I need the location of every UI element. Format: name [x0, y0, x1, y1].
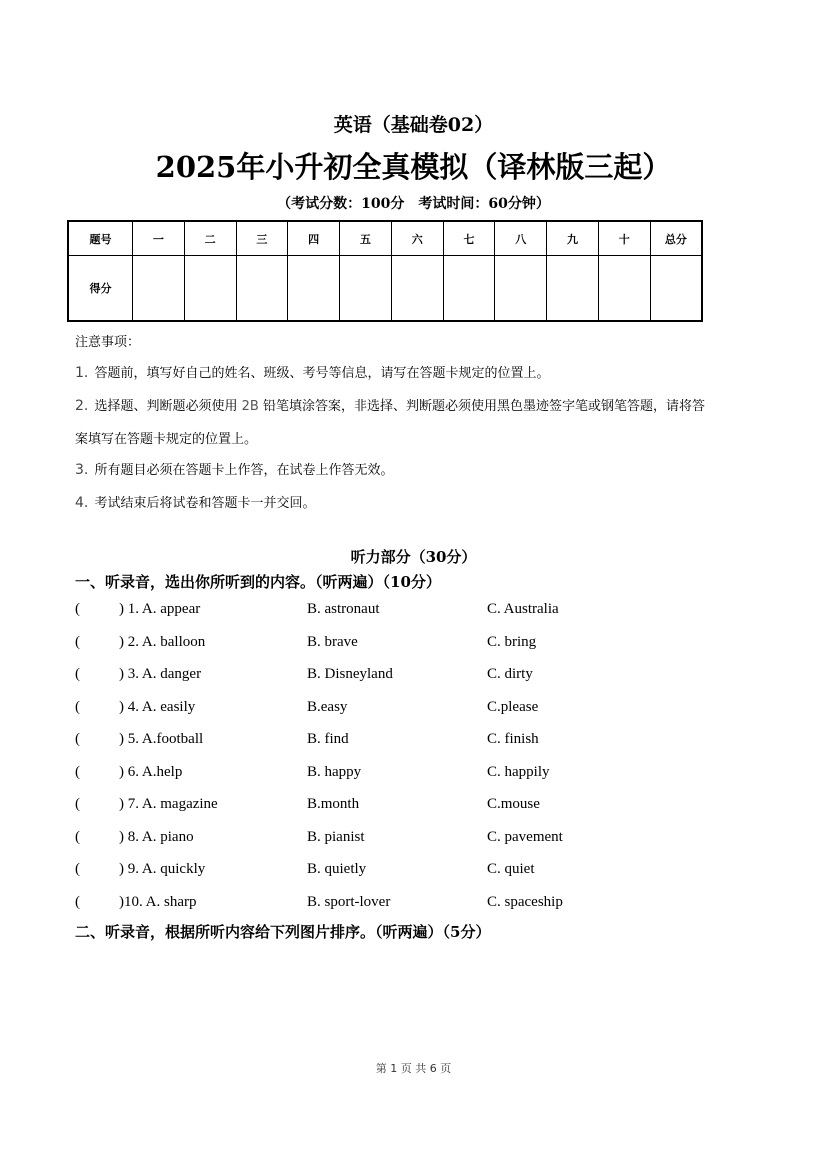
- question-option-a: ) 5. A.football: [119, 731, 204, 747]
- note-item: [75, 459, 394, 478]
- score-cell[interactable]: [133, 256, 185, 322]
- note-text: 考试结束后将试卷和答题卡一并交回。: [94, 496, 316, 511]
- note-number: 2.: [75, 398, 89, 414]
- question-option-b: B. quietly: [307, 861, 367, 877]
- question-option-b: B. happy: [307, 764, 362, 780]
- question-option-a: )10. A. sharp: [119, 894, 197, 910]
- score-header-cell: 九: [547, 221, 599, 256]
- question-option-b: B. brave: [307, 634, 358, 650]
- notes-title: 注意事项：: [75, 335, 141, 350]
- score-cell[interactable]: [547, 256, 599, 322]
- note-text: 答题前，填写好自己的姓名、班级、考号等信息，请写在答题卡规定的位置上。: [94, 366, 550, 381]
- score-table-score-row: [68, 256, 702, 322]
- answer-bracket[interactable]: (: [75, 829, 80, 845]
- question-option-a: ) 9. A. quickly: [119, 861, 206, 877]
- answer-bracket[interactable]: (: [75, 666, 80, 682]
- question-option-b: B.month: [307, 796, 360, 812]
- score-cell[interactable]: [184, 256, 236, 322]
- answer-bracket[interactable]: (: [75, 796, 80, 812]
- score-header-cell: 总分: [650, 221, 702, 256]
- exam-subject: 英语（基础卷02）: [333, 114, 494, 136]
- answer-bracket[interactable]: (: [75, 634, 80, 650]
- question-option-b: B. astronaut: [307, 601, 380, 617]
- question-option-b: B. Disneyland: [307, 666, 393, 682]
- score-header-cell: 五: [340, 221, 392, 256]
- note-text: 所有题目必须在答题卡上作答，在试卷上作答无效。: [94, 463, 394, 478]
- listening-section-title: 听力部分（30分）: [350, 548, 477, 566]
- score-cell[interactable]: [288, 256, 340, 322]
- question-option-b: B. find: [307, 731, 349, 747]
- question-option-a: ) 4. A. easily: [119, 699, 196, 715]
- note-text: 铅笔填涂答案，非选择、判断题必须使用黑色墨迹签字笔或钢笔答题，请将答: [263, 399, 706, 414]
- score-cell[interactable]: [598, 256, 650, 322]
- exam-title: 2025年小升初全真模拟（译林版三起）: [155, 150, 672, 184]
- question-option-a: ) 1. A. appear: [119, 601, 201, 617]
- answer-bracket[interactable]: (: [75, 731, 80, 747]
- note-text: 选择题、判断题必须使用: [94, 399, 238, 414]
- note-item: [75, 395, 705, 414]
- question-option-a: ) 8. A. piano: [119, 829, 194, 845]
- exam-info: （考试分数：100分 考试时间：60分钟）: [277, 196, 550, 212]
- question-option-c: C.please: [487, 699, 539, 715]
- score-cell[interactable]: [650, 256, 702, 322]
- question-option-c: C. finish: [487, 731, 539, 747]
- part2-title: 二、听录音，根据所听内容给下列图片排序。（听两遍）（5分）: [75, 923, 491, 941]
- question-option-c: C. bring: [487, 634, 537, 650]
- note-code: 2B: [241, 399, 259, 414]
- score-header-cell: 二: [184, 221, 236, 256]
- question-option-a: ) 6. A.help: [119, 764, 183, 780]
- note-number: 3.: [75, 462, 89, 478]
- score-cell[interactable]: [391, 256, 443, 322]
- answer-bracket[interactable]: (: [75, 894, 80, 910]
- question-option-a: ) 7. A. magazine: [119, 796, 218, 812]
- note-number: 1.: [75, 365, 89, 381]
- answer-bracket[interactable]: (: [75, 699, 80, 715]
- question-option-b: B. sport-lover: [307, 894, 391, 910]
- score-header-cell: 十: [598, 221, 650, 256]
- page-footer: 第 1 页 共 6 页: [375, 1062, 452, 1075]
- answer-bracket[interactable]: (: [75, 764, 80, 780]
- score-cell[interactable]: [495, 256, 547, 322]
- score-header-cell: 六: [391, 221, 443, 256]
- question-option-c: C. pavement: [487, 829, 563, 845]
- question-option-b: B.easy: [307, 699, 348, 715]
- question-option-c: C. dirty: [487, 666, 533, 682]
- question-option-c: C. spaceship: [487, 894, 563, 910]
- note-item: [75, 362, 550, 381]
- score-header-cell: 八: [495, 221, 547, 256]
- question-option-c: C.mouse: [487, 796, 540, 812]
- question-option-c: C. happily: [487, 764, 550, 780]
- score-header-cell: 一: [133, 221, 185, 256]
- answer-bracket[interactable]: (: [75, 601, 80, 617]
- score-cell[interactable]: [236, 256, 288, 322]
- question-option-b: B. pianist: [307, 829, 365, 845]
- score-table: [67, 220, 703, 322]
- score-cell[interactable]: [443, 256, 495, 322]
- score-header-cell: 题号: [68, 221, 133, 256]
- question-option-c: C. quiet: [487, 861, 535, 877]
- question-option-a: ) 2. A. balloon: [119, 634, 206, 650]
- question-option-a: ) 3. A. danger: [119, 666, 202, 682]
- score-header-cell: 七: [443, 221, 495, 256]
- question-option-c: C. Australia: [487, 601, 559, 617]
- score-cell[interactable]: [340, 256, 392, 322]
- score-header-cell: 四: [288, 221, 340, 256]
- note-number: 4.: [75, 495, 89, 511]
- score-row-label: 得分: [68, 256, 133, 322]
- note-item: [75, 492, 316, 511]
- answer-bracket[interactable]: (: [75, 861, 80, 877]
- note-item-continued: [75, 428, 257, 447]
- score-header-cell: 三: [236, 221, 288, 256]
- note-text: 案填写在答题卡规定的位置上。: [75, 432, 258, 447]
- part1-title: 一、听录音，选出你所听到的内容。（听两遍）（10分）: [75, 573, 441, 591]
- score-table-header-row: [68, 221, 702, 256]
